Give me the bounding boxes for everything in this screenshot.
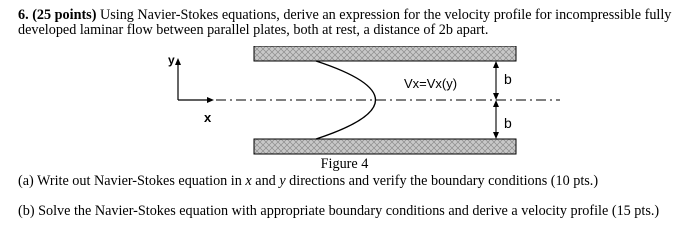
part-a-y-var: y (279, 173, 286, 189)
question-statement (18, 8, 680, 38)
lower-gap-label: b (504, 115, 512, 131)
part-a-suffix: directions and verify the boundary conditions (10 pts.) (289, 173, 599, 189)
part-a-x-var: x (245, 173, 252, 189)
figure-caption: Figure 4 (320, 156, 369, 172)
x-axis-label: x (204, 110, 212, 125)
lower-plate (254, 139, 516, 154)
upper-gap-arrow-down-icon (493, 93, 499, 100)
part-a (18, 174, 680, 189)
velocity-label: Vx=Vx(y) (404, 76, 458, 91)
y-axis-label: y (168, 53, 175, 67)
x-axis-arrow-icon (207, 97, 214, 103)
question-number: 6. (25 points) (18, 7, 97, 23)
part-b: (b) Solve the Navier-Stokes equation with appropriate boundary conditions and derive a velocity profile (15 pts.) (18, 203, 660, 219)
upper-gap-arrow-up-icon (493, 61, 499, 68)
lower-gap-arrow-up-icon (493, 100, 499, 107)
part-a-prefix: (a) Write out Navier-Stokes equation in (18, 173, 242, 189)
upper-gap-label: b (504, 71, 512, 87)
figure-parallel-plates (140, 46, 560, 163)
question-prompt: Using Navier-Stokes equations, derive an expression for the velocity profile for incompressible fully developed laminar flow between parallel plates, both at rest, a distance of 2b apart. (18, 7, 672, 38)
lower-gap-arrow-down-icon (493, 132, 499, 139)
figure-diagram (140, 46, 560, 158)
part-a-mid: and (255, 173, 276, 189)
y-axis-arrow-icon (175, 58, 181, 65)
upper-plate (254, 46, 516, 61)
